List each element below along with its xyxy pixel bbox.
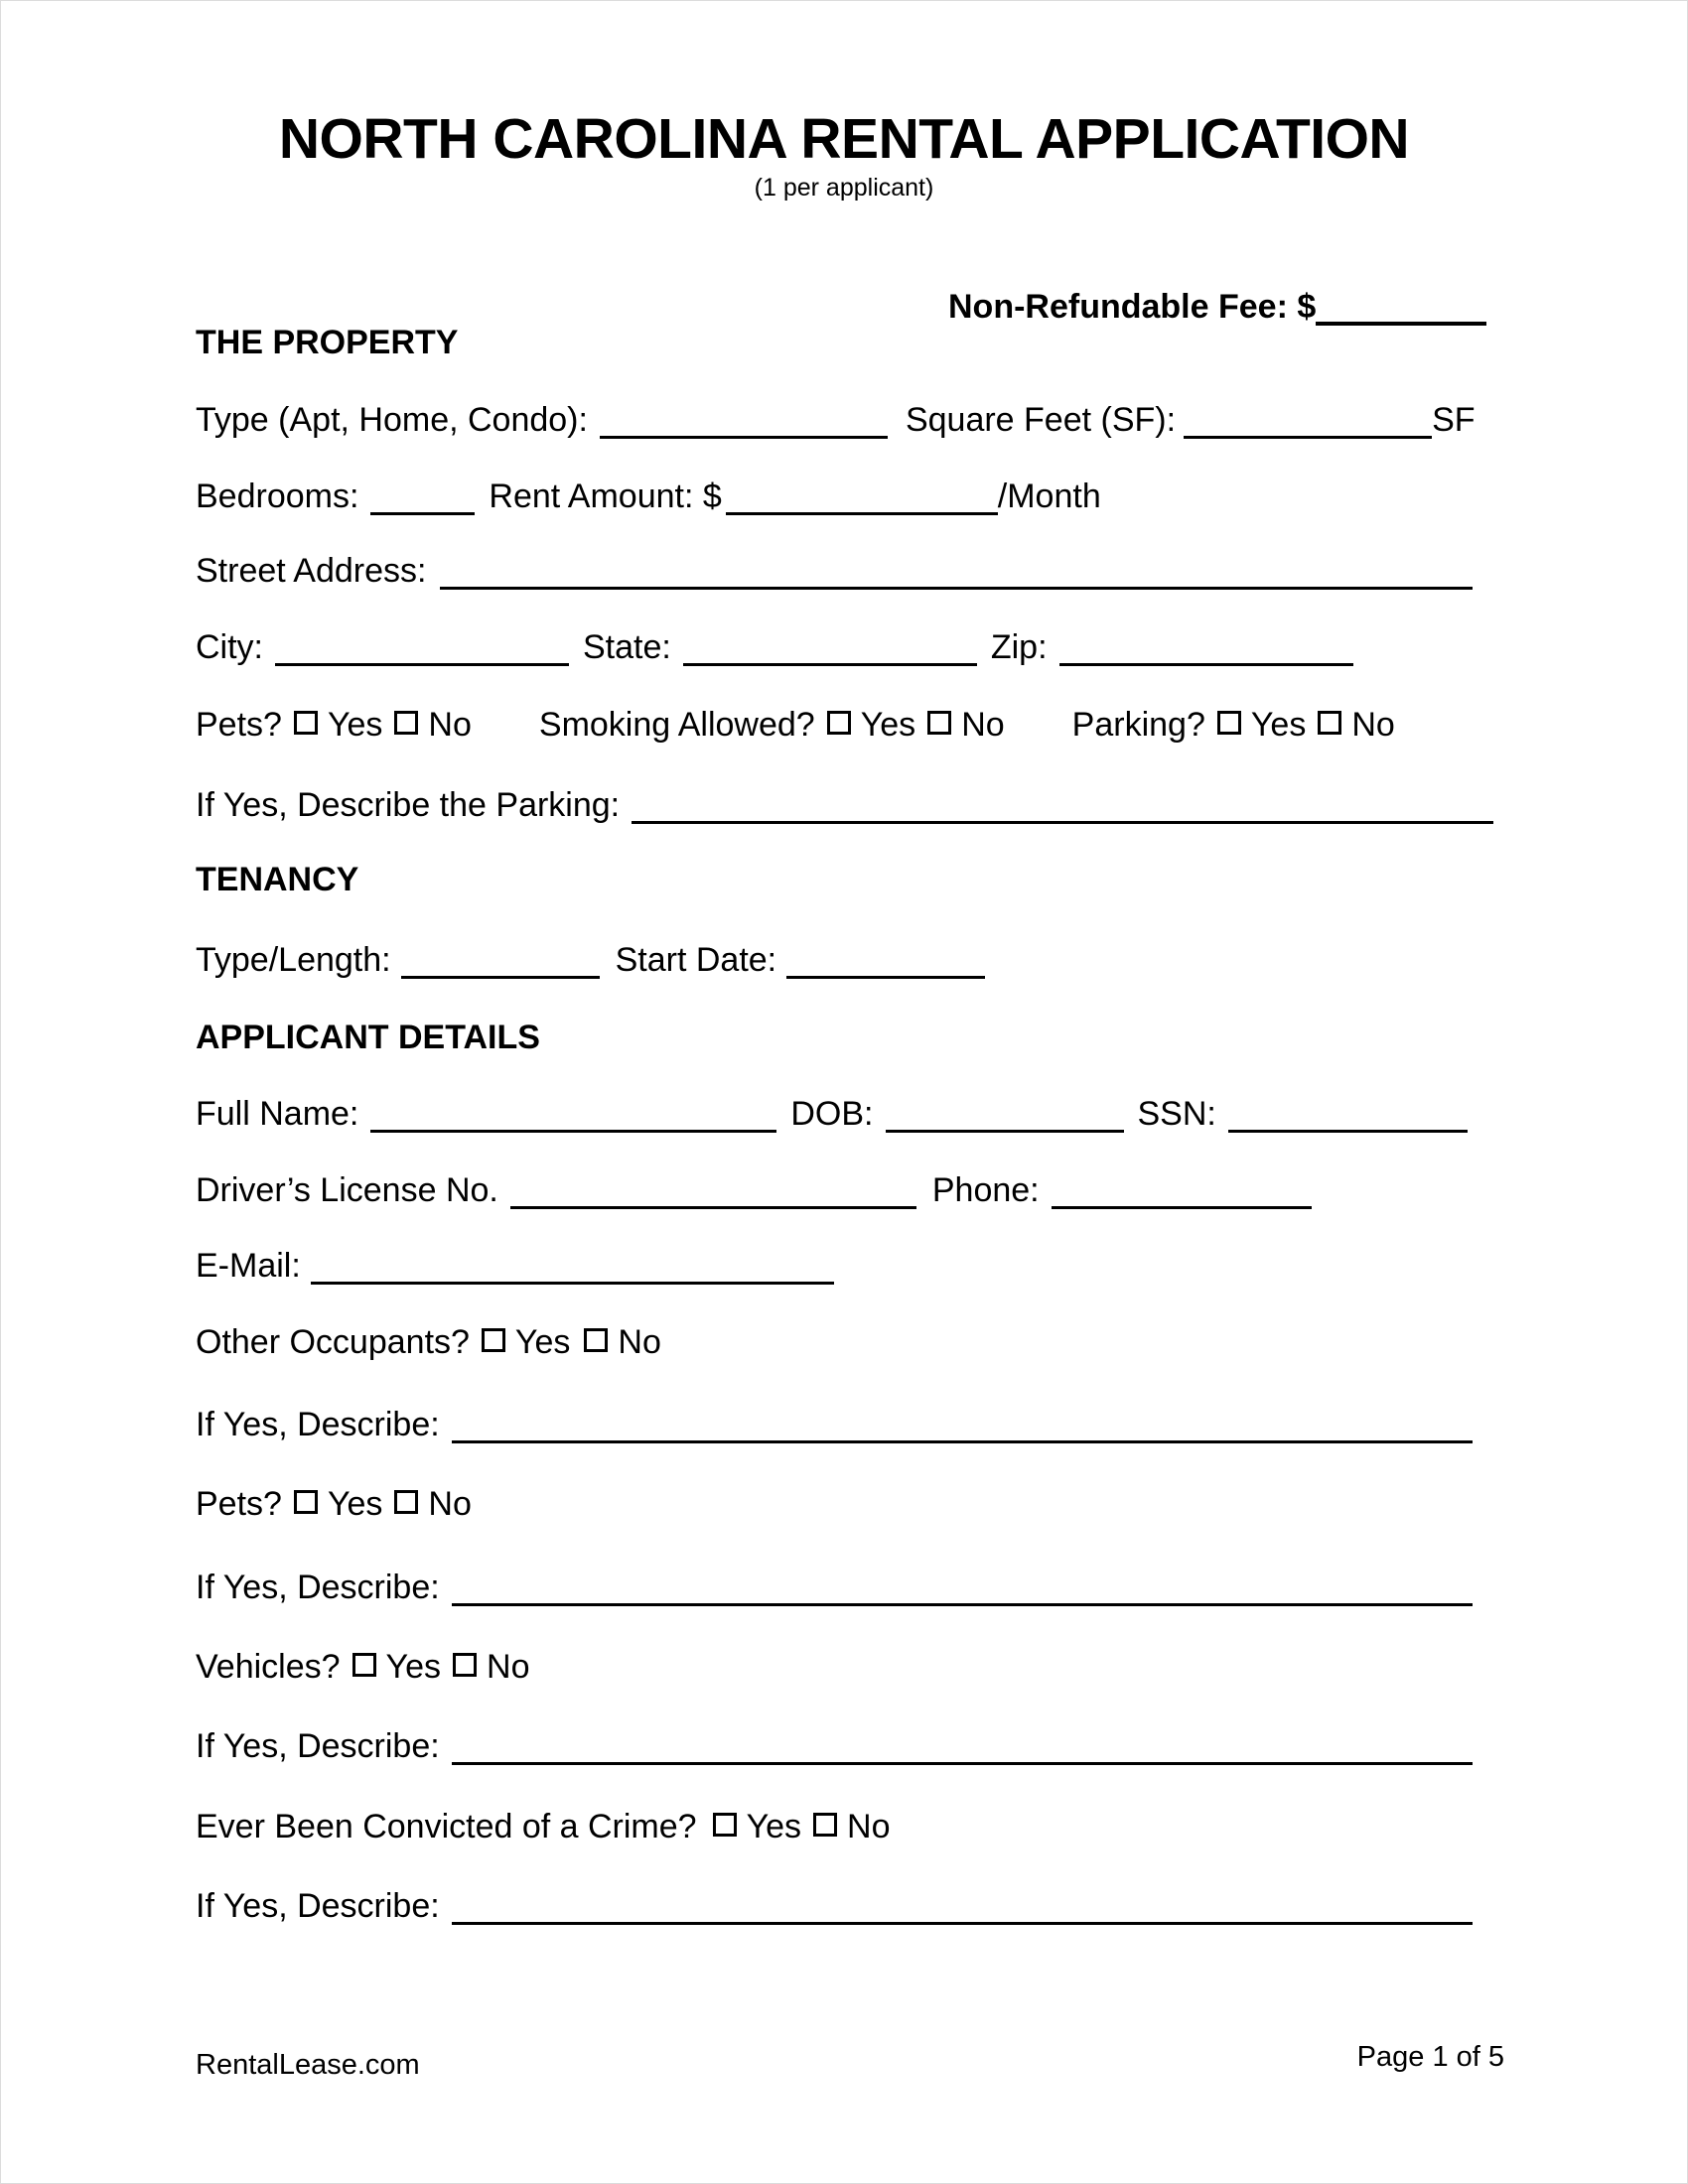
applicant-pets-yes-checkbox[interactable] [294,1490,318,1514]
street-address-row [196,550,1473,593]
vehicles-yes-label: Yes [385,1648,442,1686]
crime-describe-blank[interactable] [452,1888,1473,1925]
crime-row [196,1806,891,1848]
property-type-row [196,399,1476,442]
email-row [196,1245,834,1288]
other-occupants-no-checkbox[interactable] [584,1328,608,1352]
other-occupants-label: Other Occupants? [196,1323,470,1361]
footer-site: RentalLease.com [196,2049,420,2081]
crime-yes-label: Yes [746,1808,802,1845]
city-label: City: [196,628,263,666]
applicant-pets-row [196,1483,472,1526]
city-blank[interactable] [275,629,569,666]
property-type-blank[interactable] [600,402,888,439]
applicant-pets-label: Pets? [196,1485,282,1523]
smoking-yes-label: Yes [860,706,916,744]
occupants-describe-label: If Yes, Describe: [196,1406,440,1443]
property-pets-group [196,706,472,744]
tenancy-heading: TENANCY [196,861,359,898]
parking-label: Parking? [1071,706,1205,744]
crime-describe-label: If Yes, Describe: [196,1887,440,1925]
property-pets-no-checkbox[interactable] [394,711,418,735]
state-label: State: [583,628,671,666]
email-label: E-Mail: [196,1247,301,1285]
type-length-label: Type/Length: [196,941,391,979]
license-phone-row [196,1169,1312,1212]
zip-label: Zip: [990,628,1048,666]
vehicles-label: Vehicles? [196,1648,341,1686]
parking-describe-blank[interactable] [632,787,1493,824]
sqft-suffix: SF [1432,401,1476,439]
other-occupants-no-label: No [618,1323,661,1361]
sqft-blank[interactable] [1184,402,1432,439]
parking-no-label: No [1351,706,1395,744]
fee-blank[interactable] [1316,288,1486,326]
other-occupants-yes-label: Yes [514,1323,571,1361]
fee-label: Non-Refundable Fee: $ [948,288,1317,326]
property-questions-row [196,704,1395,747]
smoking-no-label: No [961,706,1005,744]
start-date-blank[interactable] [786,942,985,979]
other-occupants-row [196,1321,661,1364]
footer-page-number: Page 1 of 5 [1356,2041,1504,2073]
tenancy-row [196,939,985,982]
ssn-blank[interactable] [1228,1096,1468,1133]
property-type-label: Type (Apt, Home, Condo): [196,401,588,439]
bedrooms-blank[interactable] [370,478,475,515]
vehicles-yes-checkbox[interactable] [352,1653,376,1677]
property-pets-label: Pets? [196,706,282,744]
vehicles-no-label: No [487,1648,530,1686]
full-name-row [196,1093,1468,1136]
rent-blank[interactable] [726,478,998,515]
vehicles-describe-row [196,1725,1473,1768]
parking-yes-checkbox[interactable] [1217,711,1241,735]
street-address-blank[interactable] [440,553,1473,590]
fee-row [948,286,1486,329]
vehicles-no-checkbox[interactable] [453,1653,477,1677]
full-name-blank[interactable] [370,1096,776,1133]
smoking-yes-checkbox[interactable] [827,711,851,735]
parking-yes-label: Yes [1250,706,1307,744]
page-subtitle: (1 per applicant) [754,174,934,202]
phone-blank[interactable] [1052,1172,1312,1209]
email-blank[interactable] [311,1248,834,1285]
rent-label: Rent Amount: $ [489,478,722,515]
ssn-label: SSN: [1137,1095,1216,1133]
pets-describe-row [196,1567,1473,1609]
phone-label: Phone: [931,1171,1040,1209]
occupants-describe-row [196,1404,1473,1446]
page-title: NORTH CAROLINA RENTAL APPLICATION [278,107,1410,171]
street-address-label: Street Address: [196,552,427,590]
dob-blank[interactable] [886,1096,1124,1133]
sqft-label: Square Feet (SF): [905,401,1177,439]
parking-describe-row [196,784,1493,827]
property-pets-yes-checkbox[interactable] [294,711,318,735]
full-name-label: Full Name: [196,1095,359,1133]
smoking-group [539,706,1005,744]
license-label: Driver’s License No. [196,1171,498,1209]
occupants-describe-blank[interactable] [452,1407,1473,1443]
bedrooms-rent-row [196,476,1101,518]
vehicles-row [196,1646,529,1689]
crime-no-checkbox[interactable] [813,1813,837,1837]
rent-suffix: /Month [997,478,1101,515]
applicant-pets-no-checkbox[interactable] [394,1490,418,1514]
start-date-label: Start Date: [615,941,777,979]
applicant-heading: APPLICANT DETAILS [196,1019,540,1056]
parking-group [1072,706,1395,744]
pets-describe-label: If Yes, Describe: [196,1569,440,1606]
smoking-label: Smoking Allowed? [538,706,815,744]
other-occupants-yes-checkbox[interactable] [482,1328,505,1352]
applicant-pets-yes-label: Yes [327,1485,383,1523]
property-pets-no-label: No [428,706,472,744]
pets-describe-blank[interactable] [452,1570,1473,1606]
parking-describe-label: If Yes, Describe the Parking: [196,786,621,824]
smoking-no-checkbox[interactable] [927,711,951,735]
property-pets-yes-label: Yes [327,706,383,744]
parking-no-checkbox[interactable] [1318,711,1341,735]
vehicles-describe-blank[interactable] [452,1728,1473,1765]
zip-blank[interactable] [1059,629,1353,666]
applicant-pets-no-label: No [428,1485,472,1523]
city-state-zip-row [196,626,1353,669]
vehicles-describe-label: If Yes, Describe: [196,1727,440,1765]
type-length-blank[interactable] [401,942,600,979]
dob-label: DOB: [790,1095,874,1133]
state-blank[interactable] [683,629,977,666]
crime-describe-row [196,1885,1473,1928]
crime-label: Ever Been Convicted of a Crime? [196,1808,697,1845]
property-heading: THE PROPERTY [196,324,459,361]
bedrooms-label: Bedrooms: [196,478,359,515]
license-blank[interactable] [510,1172,916,1209]
crime-no-label: No [847,1808,891,1845]
crime-yes-checkbox[interactable] [713,1813,737,1837]
